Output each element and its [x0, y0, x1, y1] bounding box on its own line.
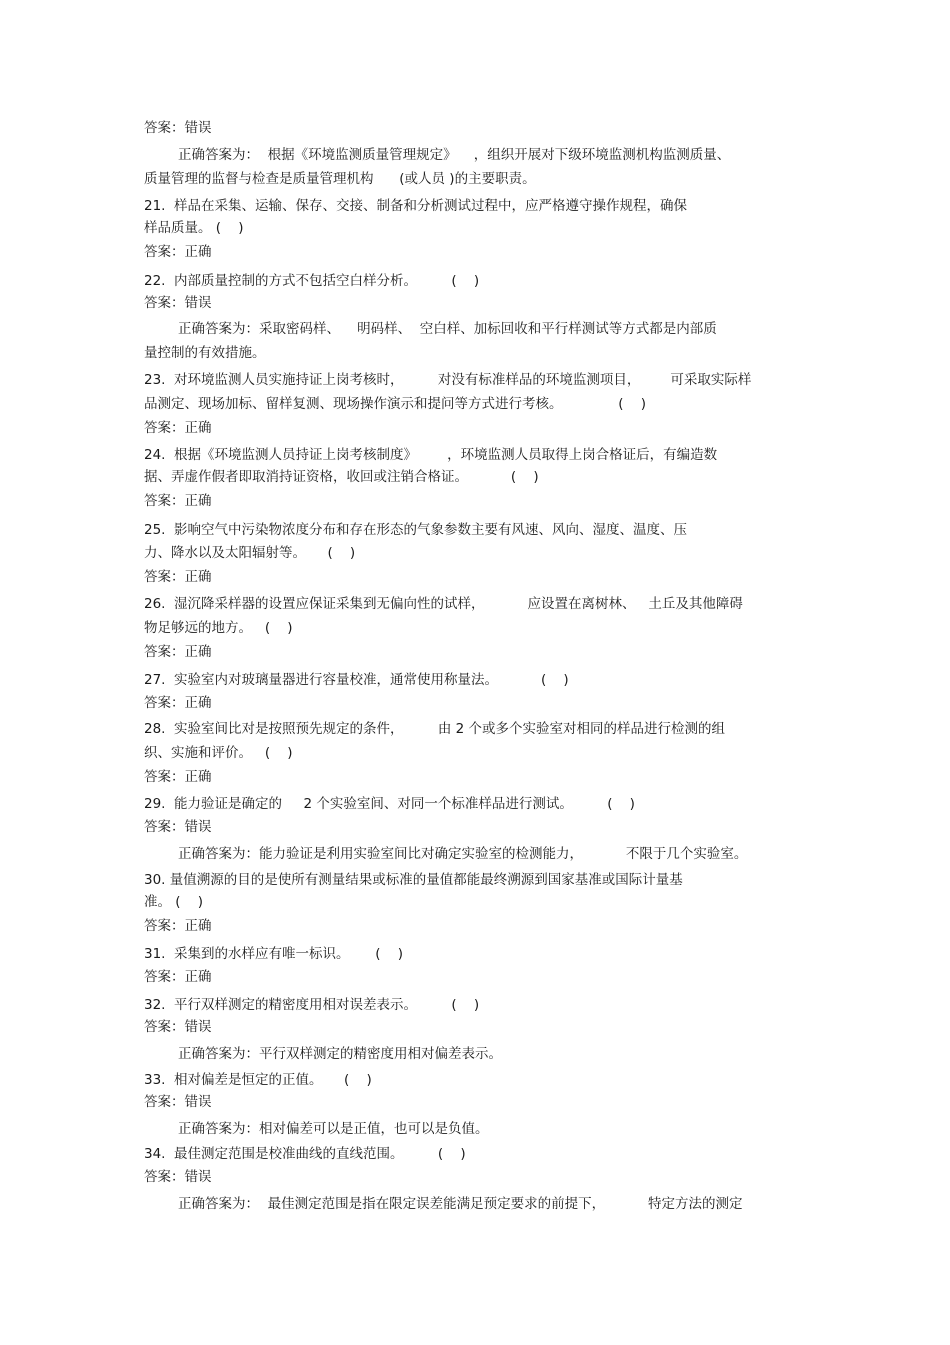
text-line: 25. 影响空气中污染物浓度分布和存在形态的气象参数主要有风速、风向、湿度、温度、压 [144, 522, 688, 538]
text-line: 正确答案为： 根据《环境监测质量管理规定》 ，组织开展对下级环境监测机构监测质量、 [178, 147, 731, 163]
text-line: 22. 内部质量控制的方式不包括空白样分析。 ( ) [144, 273, 480, 289]
text-line: 答案：正确 [144, 918, 212, 934]
text-line: 21. 样品在采集、运输、保存、交接、制备和分析测试过程中，应严格遵守操作规程，确保 [144, 198, 688, 214]
text-line: 答案：正确 [144, 244, 212, 260]
text-line: 答案：错误 [144, 1169, 212, 1185]
text-line: 答案：正确 [144, 420, 212, 436]
text-line: 26. 湿沉降采样器的设置应保证采集到无偏向性的试样， 应设置在离树林、 土丘及其他障碍 [144, 596, 743, 612]
text-line: 32. 平行双样测定的精密度用相对误差表示。 ( ) [144, 997, 480, 1013]
text-line: 答案：正确 [144, 493, 212, 509]
text-line: 24. 根据《环境监测人员持证上岗考核制度》 ，环境监测人员取得上岗合格证后，有编造数 [144, 447, 718, 463]
text-line: 答案：正确 [144, 769, 212, 785]
text-line: 答案：错误 [144, 819, 212, 835]
text-line: 织、实施和评价。 ( ) [144, 745, 293, 761]
text-line: 34. 最佳测定范围是校准曲线的直线范围。 ( ) [144, 1146, 466, 1162]
text-line: 答案：正确 [144, 969, 212, 985]
text-line: 据、弄虚作假者即取消持证资格，收回或注销合格证。 ( ) [144, 469, 539, 485]
text-line: 品测定、现场加标、留样复测、现场操作演示和提问等方式进行考核。 ( ) [144, 396, 646, 412]
text-line: 答案：错误 [144, 1094, 212, 1110]
text-line: 答案：错误 [144, 120, 212, 136]
text-line: 正确答案为： 最佳测定范围是指在限定误差能满足预定要求的前提下， 特定方法的测定 [178, 1196, 743, 1212]
text-line: 正确答案为：平行双样测定的精密度用相对偏差表示。 [178, 1046, 502, 1062]
text-line: 33. 相对偏差是恒定的正值。 ( ) [144, 1072, 372, 1088]
text-line: 23. 对环境监测人员实施持证上岗考核时， 对没有标准样品的环境监测项目， 可采取实际样 [144, 372, 752, 388]
text-line: 答案：正确 [144, 644, 212, 660]
text-line: 正确答案为：相对偏差可以是正值，也可以是负值。 [178, 1121, 489, 1137]
text-line: 样品质量。 ( ) [144, 220, 244, 236]
text-line: 27. 实验室内对玻璃量器进行容量校准，通常使用称量法。 ( ) [144, 672, 569, 688]
text-line: 29. 能力验证是确定的 2 个实验室间、对同一个标准样品进行测试。 ( ) [144, 796, 635, 812]
text-line: 答案：正确 [144, 695, 212, 711]
text-line: 质量管理的监督与检查是质量管理机构 (或人员 )的主要职责。 [144, 171, 536, 187]
text-line: 正确答案为：能力验证是利用实验室间比对确定实验室的检测能力， 不限于几个实验室。 [178, 846, 748, 862]
text-line: 准。 ( ) [144, 894, 203, 910]
text-line: 答案：正确 [144, 569, 212, 585]
text-line: 31. 采集到的水样应有唯一标识。 ( ) [144, 946, 403, 962]
text-line: 量控制的有效措施。 [144, 345, 266, 361]
text-line: 力、降水以及太阳辐射等。 ( ) [144, 545, 356, 561]
text-line: 正确答案为：采取密码样、 明码样、 空白样、加标回收和平行样测试等方式都是内部质 [178, 321, 717, 337]
text-line: 28. 实验室间比对是按照预先规定的条件， 由 2 个或多个实验室对相同的样品进行检测的组 [144, 721, 726, 737]
text-line: 答案：错误 [144, 295, 212, 311]
text-line: 物足够远的地方。 ( ) [144, 620, 293, 636]
text-line: 答案：错误 [144, 1019, 212, 1035]
text-line: 30. 量值溯源的目的是使所有测量结果或标准的量值都能最终溯源到国家基准或国际计量基 [144, 872, 683, 888]
